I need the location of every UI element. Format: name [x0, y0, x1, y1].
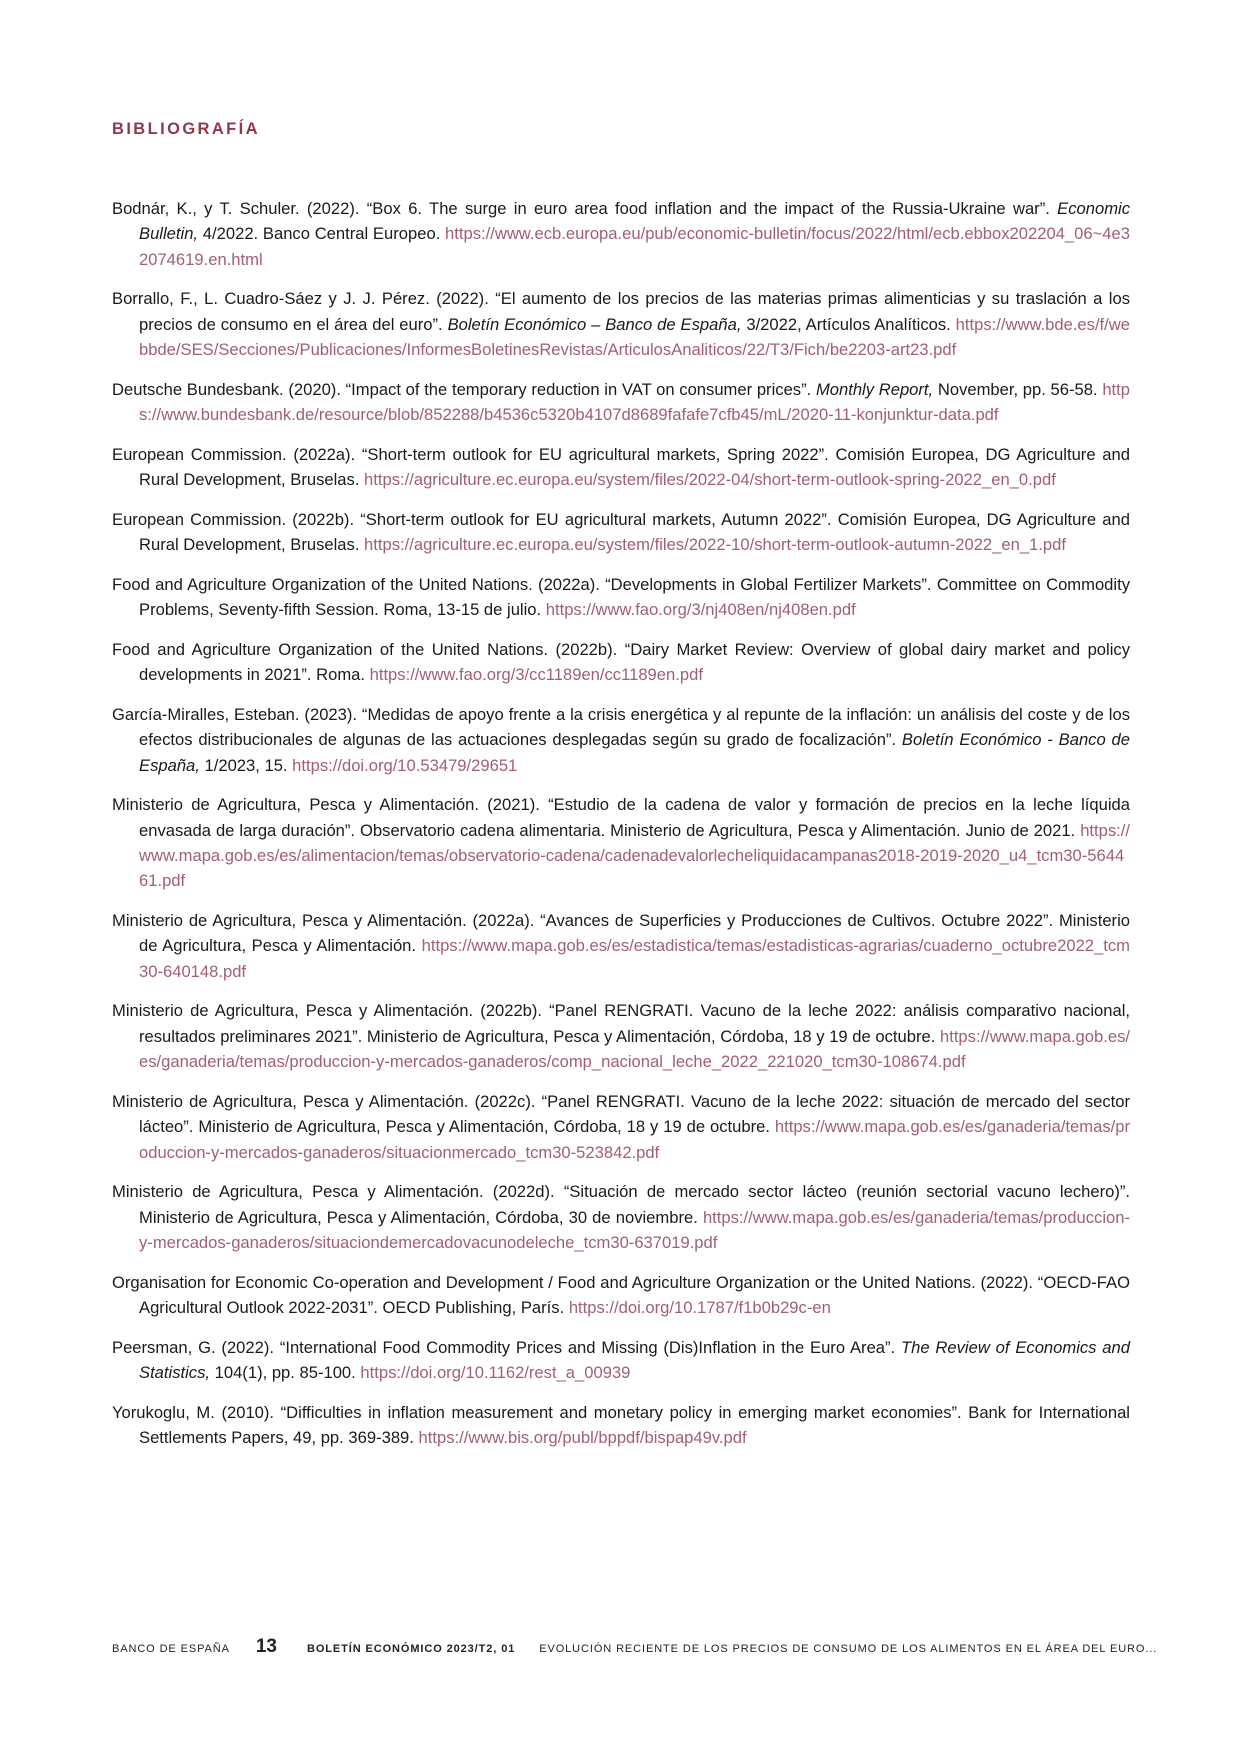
reference-item: Ministerio de Agricultura, Pesca y Alimentación. (2022b). “Panel RENGRATI. Vacuno de la leche 2022: análisis comparativo nacional, resultados preliminares 2021”. Ministerio de Agricultura, Pesca y Alimentación, Córdoba, 18 y 19 de octubre. https://www.mapa.gob.es/es/ganaderia/temas/produccion-y-mercados-ganaderos/comp_nacional_leche_2022_221020_tcm30-108674.pdf [112, 1001, 1130, 1072]
reference-link[interactable]: https://www.bis.org/publ/bppdf/bispap49v.pdf [418, 1428, 747, 1448]
reference-item: Ministerio de Agricultura, Pesca y Alimentación. (2022c). “Panel RENGRATI. Vacuno de la leche 2022: situación de mercado del sector lácteo”. Ministerio de Agricultura, Pesca y Alimentación, Córdoba, 18 y 19 de octubre. https://www.mapa.gob.es/es/ganaderia/temas/produccion-y-mercados-ganaderos/situacionmercado_tcm30-523842.pdf [112, 1091, 1130, 1162]
reference-item: Food and Agriculture Organization of the United Nations. (2022a). “Developments in Global Fertilizer Markets”. Committee on Commodity Problems, Seventy-fifth Session. Roma, 13-15 de julio. https://www.fao.org/3/nj408en/nj408en.pdf [112, 574, 1130, 620]
reference-link[interactable]: https://agriculture.ec.europa.eu/system/files/2022-04/short-term-outlook-spring-2022_en_0.pdf [364, 470, 1056, 490]
reference-link[interactable]: https://www.mapa.gob.es/es/estadistica/temas/estadisticas-agrarias/cuaderno_octubre2022_tcm30-640148.pdf [139, 936, 1130, 981]
footer-bulletin: BOLETÍN ECONÓMICO 2023/T2, 01 [306, 1643, 516, 1655]
reference-link[interactable]: https://doi.org/10.1787/f1b0b29c-en [568, 1298, 831, 1318]
reference-item: Organisation for Economic Co-operation and Development / Food and Agriculture Organization or the United Nations. (2022). “OECD-FAO Agricultural Outlook 2022-2031”. OECD Publishing, París. https://doi.org/10.1787/f1b0b29c-en [112, 1272, 1130, 1318]
reference-item: Ministerio de Agricultura, Pesca y Alimentación. (2022d). “Situación de mercado sector lácteo (reunión sectorial vacuno lechero)”. Ministerio de Agricultura, Pesca y Alimentación, Córdoba, 30 de noviembre. https://www.mapa.gob.es/es/ganaderia/temas/produccion-y-mercados-ganaderos/situaciondemercadovacunodeleche_tcm30-637019.pdf [112, 1182, 1130, 1253]
footer-article-title: EVOLUCIÓN RECIENTE DE LOS PRECIOS DE CONSUMO DE LOS ALIMENTOS EN EL ÁREA DEL EURO... [539, 1643, 1158, 1655]
bibliography-list [112, 196, 1130, 1465]
reference-item: Deutsche Bundesbank. (2020). “Impact of the temporary reduction in VAT on consumer prices”. Monthly Report, November, pp. 56-58. https://www.bundesbank.de/resource/blob/852288/b4536c5320b4107d8689fafafe7cfb45/mL/2020-11-konjunktur-data.pdf [112, 379, 1130, 425]
reference-link[interactable]: https://doi.org/10.1162/rest_a_00939 [360, 1363, 631, 1383]
reference-item: Bodnár, K., y T. Schuler. (2022). “Box 6. The surge in euro area food inflation and the impact of the Russia-Ukraine war”. Economic Bulletin, 4/2022. Banco Central Europeo. https://www.ecb.europa.eu/pub/economic-bulletin/focus/2022/html/ecb.ebbox202204_06~4e32074619.en.html [112, 199, 1130, 269]
reference-item: Food and Agriculture Organization of the United Nations. (2022b). “Dairy Market Review: Overview of global dairy market and policy developments in 2021”. Roma. https://www.fao.org/3/cc1189en/cc1189en.pdf [112, 639, 1130, 685]
reference-item: Peersman, G. (2022). “International Food Commodity Prices and Missing (Dis)Inflation in the Euro Area”. The Review of Economics and Statistics, 104(1), pp. 85-100. https://doi.org/10.1162/rest_a_00939 [112, 1337, 1130, 1383]
reference-link[interactable]: https://doi.org/10.53479/29651 [292, 755, 518, 775]
reference-item: Borrallo, F., L. Cuadro-Sáez y J. J. Pérez. (2022). “El aumento de los precios de las materias primas alimenticias y su traslación a los precios de consumo en el área del euro”. Boletín Económico – Banco de España, 3/2022, Artículos Analíticos. https://www.bde.es/f/webbde/SES/Secciones/Publicaciones/InformesBoletinesRevistas/ArticulosAnaliticos/22/T3/Fich/be2203-art23.pdf [112, 289, 1130, 360]
reference-link[interactable]: https://www.fao.org/3/nj408en/nj408en.pdf [545, 600, 856, 620]
reference-item: European Commission. (2022b). “Short-term outlook for EU agricultural markets, Autumn 2022”. Comisión Europea, DG Agriculture and Rural Development, Bruselas. https://agriculture.ec.europa.eu/system/files/2022-10/short-term-outlook-autumn-2022_en_1.pdf [112, 509, 1130, 555]
reference-link[interactable]: https://agriculture.ec.europa.eu/system/files/2022-10/short-term-outlook-autumn-2022_en_1.pdf [364, 535, 1066, 555]
reference-item: Ministerio de Agricultura, Pesca y Alimentación. (2022a). “Avances de Superficies y Producciones de Cultivos. Octubre 2022”. Ministerio de Agricultura, Pesca y Alimentación. https://www.mapa.gob.es/es/estadistica/temas/estadisticas-agrarias/cuaderno_octubre2022_tcm30-640148.pdf [112, 911, 1130, 981]
reference-link[interactable]: https://www.bde.es/f/webbde/SES/Secciones/Publicaciones/InformesBoletinesRevistas/ArticulosAnaliticos/22/T3/Fich/be2203-art23.pdf [139, 314, 1130, 360]
reference-link[interactable]: https://www.mapa.gob.es/es/ganaderia/temas/produccion-y-mercados-ganaderos/comp_nacional_leche_2022_221020_tcm30-108674.pdf [139, 1026, 1130, 1072]
section-heading: BIBLIOGRAFÍA [112, 120, 260, 138]
reference-link[interactable]: https://www.mapa.gob.es/es/alimentacion/temas/observatorio-cadena/cadenadevalorlecheliquidacampanas2018-2019-2020_u4_tcm30-564461.pdf [139, 820, 1130, 891]
page-number: 13 [255, 1636, 277, 1657]
reference-link[interactable]: https://www.bundesbank.de/resource/blob/852288/b4536c5320b4107d8689fafafe7cfb45/mL/2020-11-konjunktur-data.pdf [139, 379, 1130, 425]
page-footer [112, 1636, 1157, 1658]
reference-link[interactable]: https://www.fao.org/3/cc1189en/cc1189en.pdf [369, 665, 703, 685]
reference-item: Ministerio de Agricultura, Pesca y Alimentación. (2021). “Estudio de la cadena de valor y formación de precios en la leche líquida envasada de larga duración”. Observatorio cadena alimentaria. Ministerio de Agricultura, Pesca y Alimentación. Junio de 2021. https://www.mapa.gob.es/es/alimentacion/temas/observatorio-cadena/cadenadevalorlecheliquidacampanas2018-2019-2020_u4_tcm30-564461.pdf [112, 795, 1130, 891]
reference-item: Yorukoglu, M. (2010). “Difficulties in inflation measurement and monetary policy in emerging market economies”. Bank for International Settlements Papers, 49, pp. 369-389. https://www.bis.org/publ/bppdf/bispap49v.pdf [112, 1402, 1130, 1448]
reference-link[interactable]: https://www.ecb.europa.eu/pub/economic-bulletin/focus/2022/html/ecb.ebbox202204_06~4e32074619.en.html [139, 224, 1130, 269]
footer-bank-name: BANCO DE ESPAÑA [112, 1643, 230, 1655]
reference-link[interactable]: https://www.mapa.gob.es/es/ganaderia/temas/produccion-y-mercados-ganaderos/situacionmercado_tcm30-523842.pdf [139, 1117, 1130, 1162]
reference-item: European Commission. (2022a). “Short-term outlook for EU agricultural markets, Spring 2022”. Comisión Europea, DG Agriculture and Rural Development, Bruselas. https://agriculture.ec.europa.eu/system/files/2022-04/short-term-outlook-spring-2022_en_0.pdf [112, 444, 1130, 490]
reference-item: García-Miralles, Esteban. (2023). “Medidas de apoyo frente a la crisis energética y al repunte de la inflación: un análisis del coste y de los efectos distribucionales de algunas de las actuaciones desplegadas según su grado de focalización”. Boletín Económico - Banco de España, 1/2023, 15. https://doi.org/10.53479/29651 [112, 704, 1130, 775]
reference-link[interactable]: https://www.mapa.gob.es/es/ganaderia/temas/produccion-y-mercados-ganaderos/situaciondemercadovacunodeleche_tcm30-637019.pdf [139, 1207, 1130, 1253]
